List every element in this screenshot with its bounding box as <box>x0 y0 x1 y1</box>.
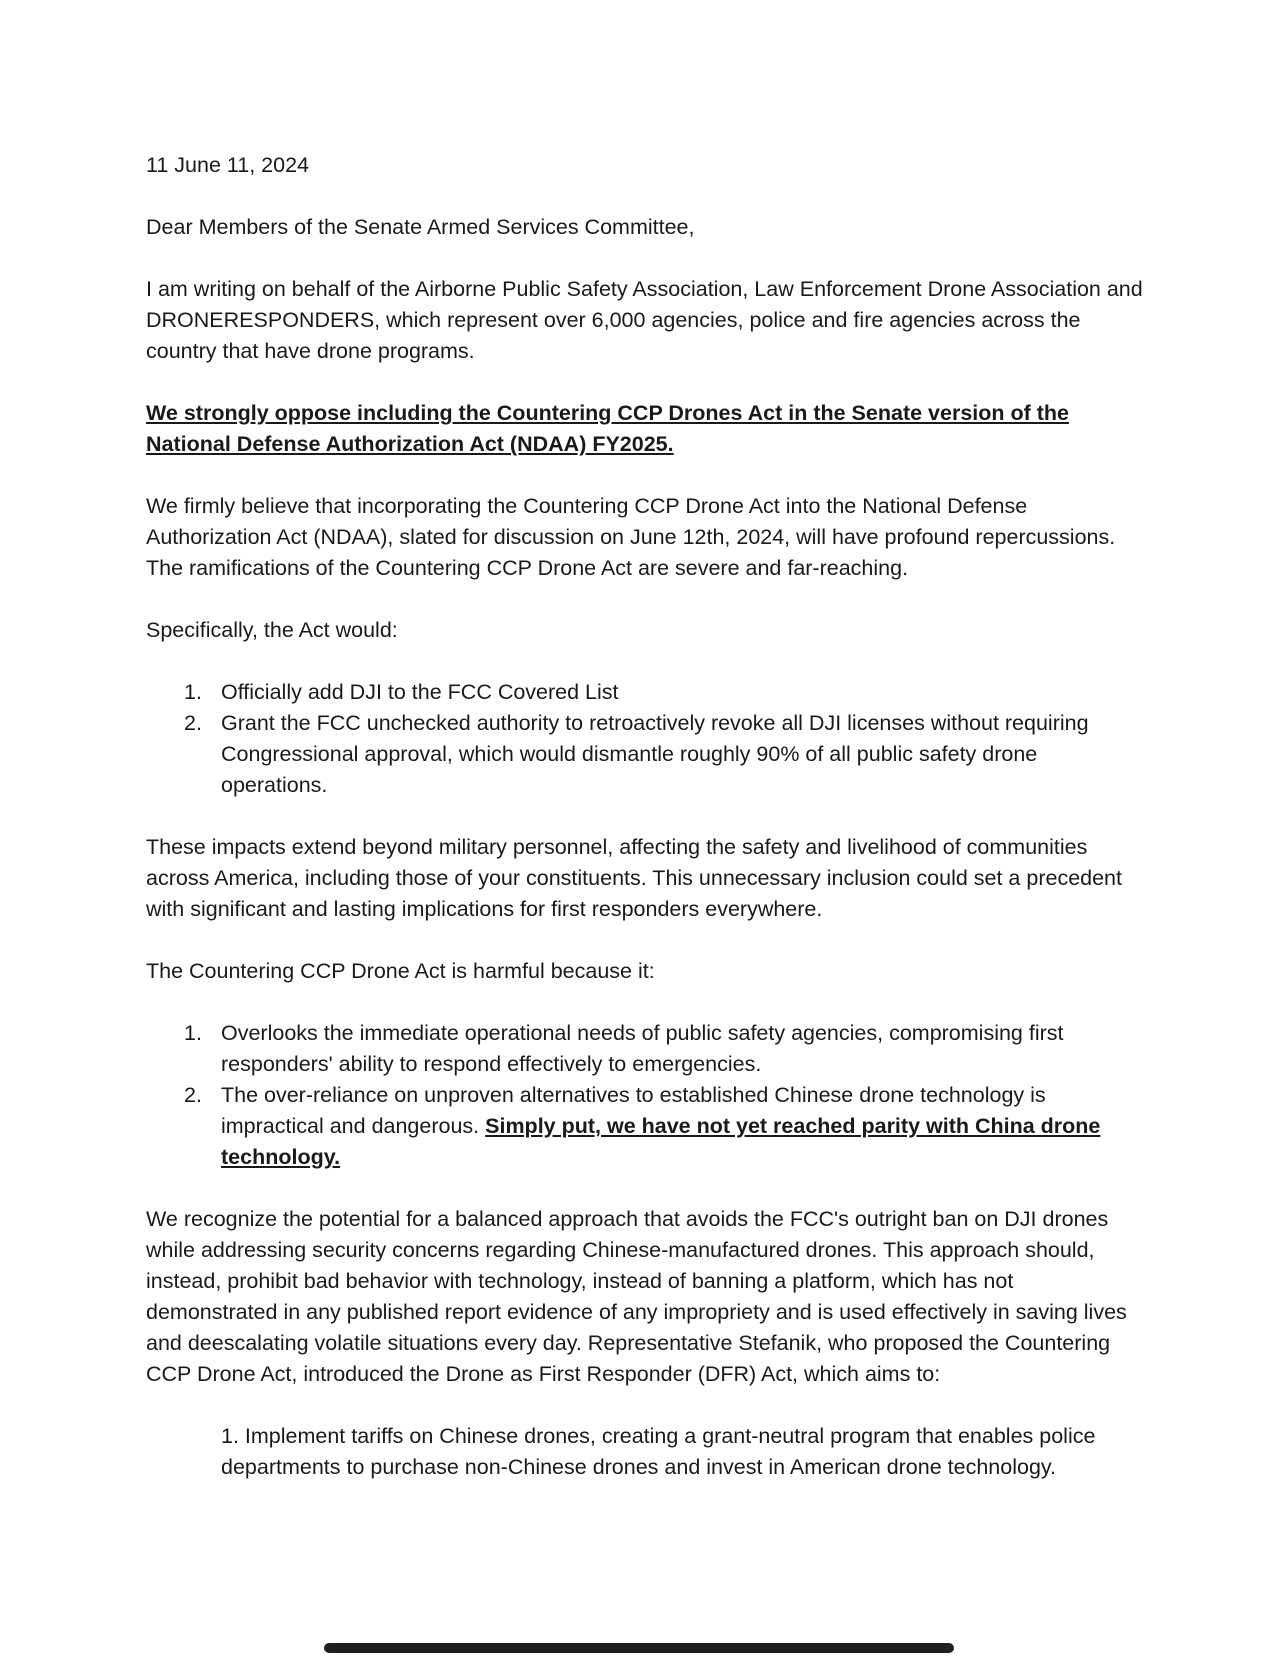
list-item-text: Grant the FCC unchecked authority to retroactively revoke all DJI licenses without requiring Congressional approval, which would dismantle roughly 90% of all public safety drone operations. <box>221 711 1089 797</box>
dfr-list-item: 1. Implement tariffs on Chinese drones, creating a grant-neutral program that enables police departments to purchase non-Chinese drones and invest in American drone technology. <box>221 1424 1096 1479</box>
list-number: 2. <box>184 711 202 735</box>
harm-list <box>146 1018 1146 1173</box>
list-number: 1. <box>184 1021 202 1045</box>
opposition-statement: We strongly oppose including the Countering CCP Drones Act in the Senate version of the National Defense Authorization Act (NDAA) FY2025. <box>146 401 1069 456</box>
intro-paragraph: I am writing on behalf of the Airborne Public Safety Association, Law Enforcement Drone Association and DRONERESPONDERS, which represent over 6,000 agencies, police and fire agencies across the country that have drone programs. <box>146 277 1143 363</box>
list-item-text: Officially add DJI to the FCC Covered List <box>221 680 619 704</box>
list-item-text: Overlooks the immediate operational needs of public safety agencies, compromising first responders' ability to respond effectively to emergencies. <box>221 1021 1064 1076</box>
impacts-paragraph: These impacts extend beyond military personnel, affecting the safety and livelihood of communities across America, including those of your constituents. This unnecessary inclusion could set a precedent with significant and lasting implications for first responders everywhere. <box>146 835 1122 921</box>
list-item <box>146 708 1146 801</box>
harmful-intro: The Countering CCP Drone Act is harmful because it: <box>146 959 655 983</box>
belief-paragraph: We firmly believe that incorporating the Countering CCP Drone Act into the National Defense Authorization Act (NDAA), slated for discussion on June 12th, 2024, will have profound repercussions. The ramifications of the Countering CCP Drone Act are severe and far-reaching. <box>146 494 1116 580</box>
list-item <box>146 677 1146 708</box>
letter-page <box>146 150 1146 1514</box>
list-item <box>146 1080 1146 1173</box>
specifically-line: Specifically, the Act would: <box>146 618 398 642</box>
letter-date: 11 June 11, 2024 <box>146 153 309 177</box>
list-item <box>146 1018 1146 1080</box>
salutation: Dear Members of the Senate Armed Services Committee, <box>146 215 695 239</box>
parity-emphasis: Simply put, we have not yet reached parity with China drone technology. <box>221 1114 1101 1169</box>
balanced-approach-paragraph: We recognize the potential for a balanced approach that avoids the FCC's outright ban on DJI drones while addressing security concerns regarding Chinese-manufactured drones. This approach should, instead, prohibit bad behavior with technology, instead of banning a platform, which has not demonstrated in any published report evidence of any impropriety and is used effectively in saving lives and deescalating volatile situations every day. Representative Stefanik, who proposed the Countering CCP Drone Act, introduced the Drone as First Responder (DFR) Act, which aims to: <box>146 1207 1127 1386</box>
act-effects-list <box>146 677 1146 801</box>
list-item-text: The over-reliance on unproven alternatives to established Chinese drone technology is impractical and dangerous. <box>221 1083 1046 1138</box>
list-number: 2. <box>184 1083 202 1107</box>
home-indicator-bar[interactable] <box>324 1643 954 1653</box>
list-number: 1. <box>184 680 202 704</box>
